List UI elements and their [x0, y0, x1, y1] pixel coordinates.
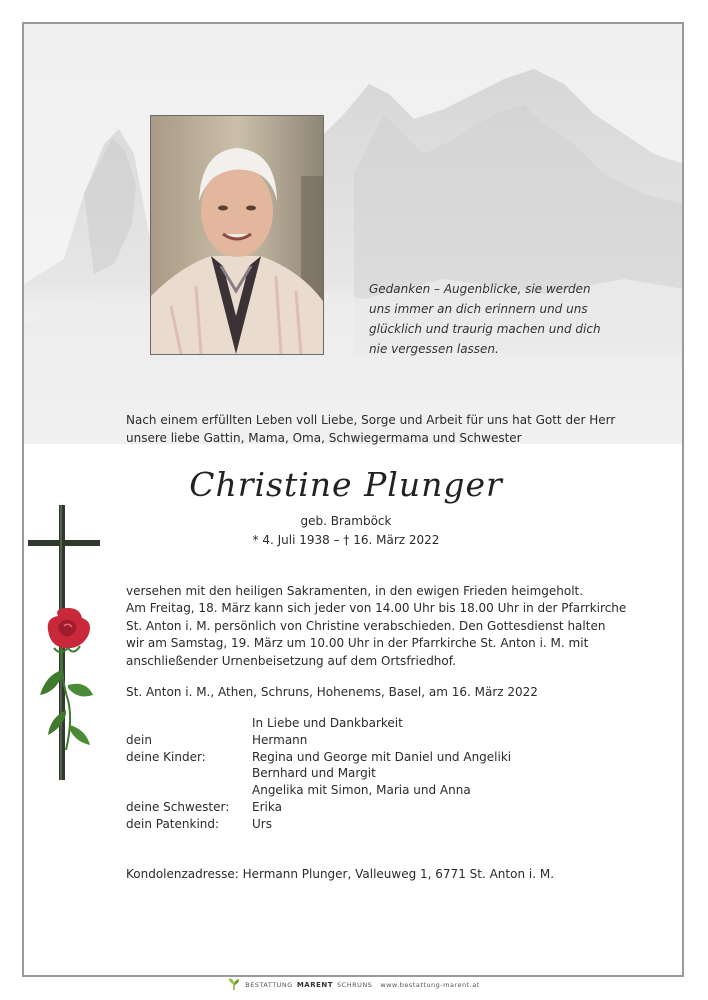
service-line: St. Anton i. M. persönlich von Christine verabschieden. Den Gottesdienst halten: [126, 618, 606, 633]
service-line: anschließender Urnenbeisetzung auf dem Ortsfriedhof.: [126, 653, 456, 668]
maiden-name: geb. Bramböck: [300, 514, 392, 528]
mourner-relation: deine Kinder:: [126, 749, 206, 764]
mourner-relation: [126, 765, 252, 782]
mourner-relation: deine Schwester:: [126, 799, 230, 814]
mourner-row: [126, 715, 626, 732]
mourner-names: Hermann: [252, 732, 308, 747]
footer-town: SCHRUNS: [337, 981, 373, 989]
mourner-row: [126, 732, 626, 749]
place-and-date: St. Anton i. M., Athen, Schruns, Hohenems, Basel, am 16. März 2022: [126, 685, 538, 699]
portrait-photo: [150, 115, 324, 355]
mourner-row: [126, 765, 626, 782]
mourner-row: [126, 749, 626, 766]
mourner-names: Angelika mit Simon, Maria und Anna: [252, 783, 471, 798]
service-details: [126, 583, 646, 670]
mourner-relation: [126, 715, 252, 732]
mourner-relation: dein: [126, 732, 152, 747]
service-line: Am Freitag, 18. März kann sich jeder von 14.00 Uhr bis 18.00 Uhr in der Pfarrkirche: [126, 601, 627, 616]
mourner-names: In Liebe und Dankbarkeit: [252, 716, 403, 730]
cross-with-rose-icon: [28, 480, 108, 780]
intro-text: [126, 411, 626, 447]
footer: [0, 975, 708, 995]
service-line: wir am Samstag, 19. März um 10.00 Uhr in der Pfarrkirche St. Anton i. M. mit: [126, 636, 589, 651]
quote-line: glücklich und traurig machen und dich: [369, 322, 601, 336]
service-line: versehen mit den heiligen Sakramenten, in den ewigen Frieden heimgeholt.: [126, 584, 584, 598]
intro-line: Nach einem erfüllten Leben voll Liebe, Sorge und Arbeit für uns hat Gott der Herr: [126, 413, 616, 427]
deceased-name: Christine Plunger: [189, 465, 503, 504]
intro-line: unsere liebe Gattin, Mama, Oma, Schwiegermama und Schwester: [126, 431, 522, 445]
condolence-address: Kondolenzadresse: Hermann Plunger, Valleuweg 1, 6771 St. Anton i. M.: [126, 867, 555, 881]
mourner-relation: dein Patenkind:: [126, 816, 220, 831]
mourner-row: [126, 816, 626, 833]
quote-line: Gedanken – Augenblicke, sie werden: [369, 282, 591, 296]
quote-line: uns immer an dich erinnern und uns: [369, 302, 588, 316]
quote-line: nie vergessen lassen.: [369, 342, 499, 356]
mourners-list: [126, 715, 626, 833]
mourner-relation: [126, 782, 252, 799]
leaf-logo-icon: [228, 977, 240, 993]
life-dates: * 4. Juli 1938 – † 16. März 2022: [252, 533, 440, 547]
footer-url-link[interactable]: www.bestattung-marent.at: [380, 981, 480, 989]
footer-prefix: BESTATTUNG: [245, 981, 293, 989]
mourner-names: Bernhard und Margit: [252, 766, 376, 781]
mourner-names: Urs: [252, 816, 272, 831]
mourner-row: [126, 782, 626, 799]
mourner-row: [126, 799, 626, 816]
mountain-background: [24, 24, 684, 444]
mourner-names: Erika: [252, 799, 282, 814]
footer-brand: MARENT: [296, 981, 334, 989]
memorial-quote: [369, 279, 629, 359]
mourner-names: Regina und George mit Daniel und Angeliki: [252, 749, 512, 764]
